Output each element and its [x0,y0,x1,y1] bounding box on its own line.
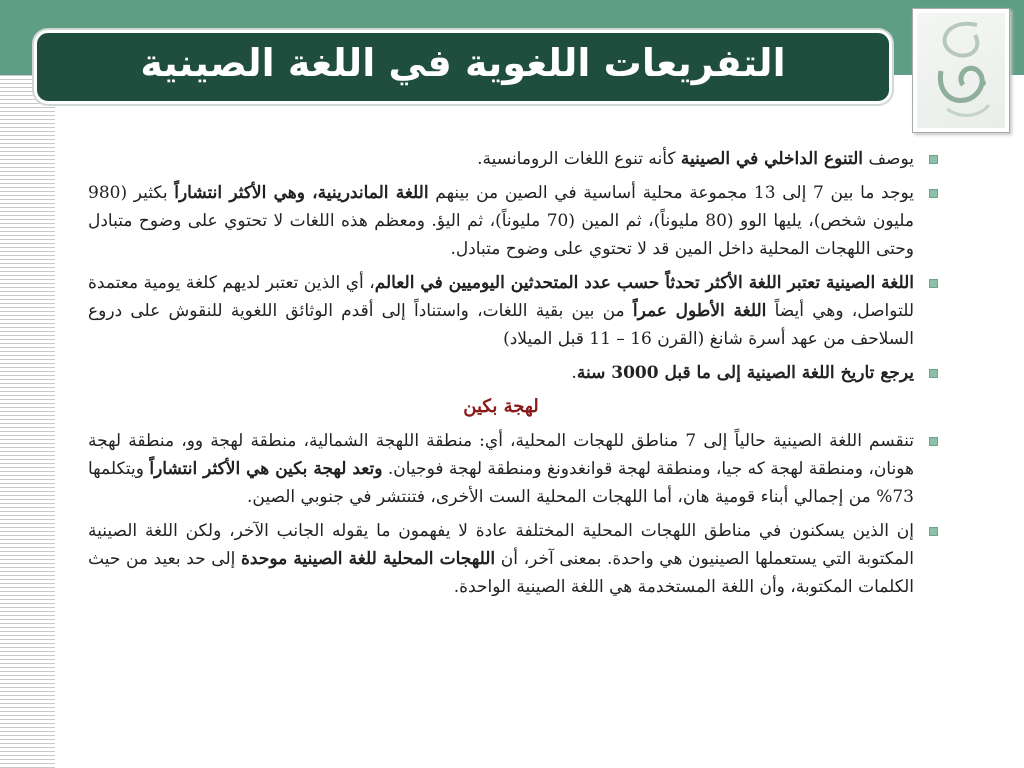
section-heading: لهجة بكين [463,396,539,417]
bold-text: اللغة الصينية تعتبر اللغة الأكثر تحدثاً حسب عدد المتحدثين اليوميين في العالم [374,273,914,293]
bold-text: اللغة الماندرينية، وهي الأكثر انتشاراً [174,183,429,203]
title-box [34,30,892,104]
side-stripes [0,75,55,768]
bold-text: وتعد لهجة بكين هي الأكثر انتشاراً [149,459,383,479]
bullet-paragraph [88,427,938,511]
text-run: بكثير (980 مليون شخص)، يليها الوو (80 مليوناً)، ثم المين (70 مليوناً)، ثم اليؤ. ومعظم هذه اللغات لا تحتوي على وضوح متبادل وحتى اللهجات المحلية داخل المين قد لا تحتوي على وضوح متبادل. [88,183,914,259]
text-run: ، أي الذين تعتبر لديهم كلغة يومية معتمدة للتواصل، وهي أيضاً [88,273,915,321]
logo-frame [912,8,1010,133]
bullet-paragraph [88,145,938,173]
text-run: . [571,363,577,383]
calligraphy-logo-icon [917,13,1005,128]
bold-text: يرجع تاريخ اللغة الصينية إلى ما قبل 3000 سنة [576,363,914,383]
bold-text: اللغة الأطول عمراً [632,301,767,321]
text-run: من بين بقية اللغات، واستناداً إلى أقدم الوثائق اللغوية للنقوش على دروع السلاحف من عهد أسرة شانغ (القرن 16 – 11 قبل الميلاد) [88,301,914,349]
bullet-paragraph [88,269,938,353]
text-run: يوجد ما بين 7 إلى 13 مجموعة محلية أساسية في الصين من بينهم [428,183,914,203]
bullet-paragraph [88,517,938,601]
text-run: إن الذين يسكنون في مناطق اللهجات المحلية المختلفة عادة لا يفهمون ما يقوله الجانب الآخر، ولكن اللغة الصينية المكتوبة التي يستعملها الصينيون هي واحدة. بمعنى آخر، أن [88,521,914,569]
slide-title: التفريعات اللغوية في اللغة الصينية [140,41,786,85]
bold-text: التنوع الداخلي في الصينية [680,149,864,169]
bullet-paragraph [88,179,938,263]
text-run: إلى حد بعيد من حيث الكلمات المكتوبة، وأن اللغة المستخدمة هي اللغة الصينية الواحدة. [88,549,914,597]
text-run: ويتكلمها 73% من إجمالي أبناء قومية هان، أما اللهجات المحلية الست الأخرى، فتنتشر في جنوبي الصين. [88,459,914,507]
text-run: كأنه تنوع اللغات الرومانسية. [477,149,681,169]
bullet-paragraph [88,359,938,387]
bullet-list-beijing [88,427,938,601]
calligraphy-icon [917,13,1005,128]
text-run: يوصف [863,149,914,169]
bold-text: اللهجات المحلية للغة الصينية موحدة [240,549,496,569]
text-run: تنقسم اللغة الصينية حالياً إلى 7 مناطق للهجات المحلية، أي: منطقة اللهجة الشمالية، منطقة لهجة وو، منطقة لهجة هونان، ومنطقة لهجة كه جيا، ومنطقة لهجة قوانغدونغ ومنطقة لهجة فوجيان. [88,431,914,479]
bullet-list-intro [88,145,938,387]
slide-content [88,145,938,607]
